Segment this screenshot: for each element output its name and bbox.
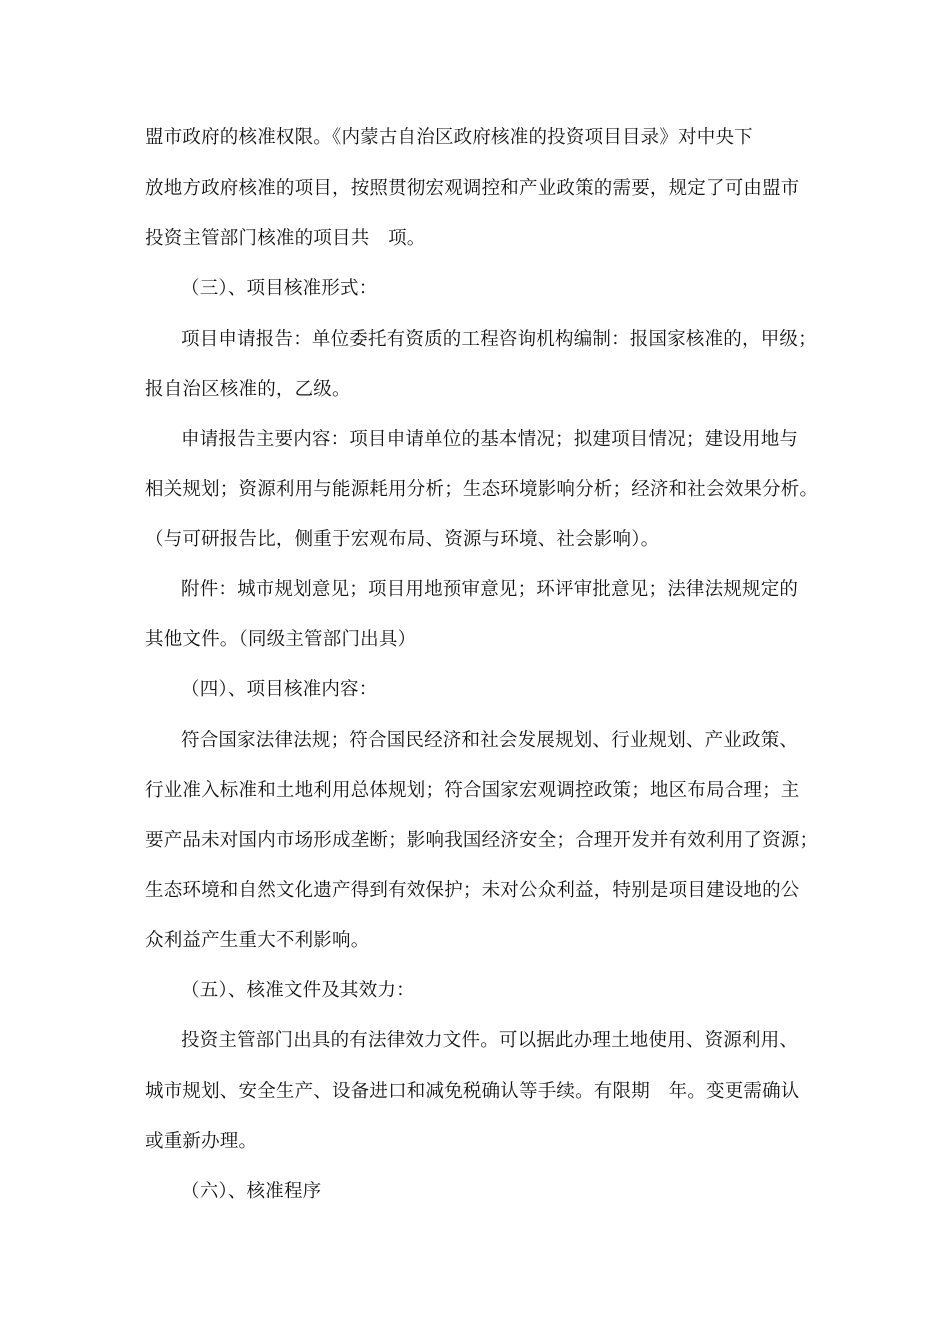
body-text-line: 申请报告主要内容：项目申请单位的基本情况；拟建项目情况；建设用地与	[181, 429, 799, 450]
body-text-line: 盟市政府的核准权限。《内蒙古自治区政府核准的投资项目目录》对中央下	[145, 127, 753, 148]
body-text-line: 行业准入标准和土地利用总体规划；符合国家宏观调控政策；地区布局合理；主	[145, 780, 800, 801]
body-text-line: 要产品未对国内市场形成垄断；影响我国经济安全；合理开发并有效利用了资源；	[145, 830, 819, 851]
body-text-line: 项目申请报告：单位委托有资质的工程咨询机构编制：报国家核准的，甲级；	[181, 329, 817, 350]
body-text-line: 放地方政府核准的项目，按照贯彻宏观调控和产业政策的需要，规定了可由盟市	[145, 178, 800, 199]
body-text-line: 附件：城市规划意见；项目用地预审意见；环评审批意见；法律法规规定的	[181, 579, 799, 600]
section-heading-3: （三）、项目核准形式：	[181, 278, 378, 299]
body-text-line: 其他文件。（同级主管部门出具）	[145, 629, 417, 650]
body-text-line: 生态环境和自然文化遗产得到有效保护；未对公众利益，特别是项目建设地的公	[145, 880, 800, 901]
body-text-line: 投资主管部门核准的项目共 项。	[145, 228, 426, 249]
body-text-line: 投资主管部门出具的有法律效力文件。可以据此办理土地使用、资源利用、	[181, 1030, 799, 1051]
section-heading-6: （六）、核准程序	[181, 1181, 322, 1202]
body-text-line: 报自治区核准的，乙级。	[145, 379, 351, 400]
section-heading-5: （五）、核准文件及其效力：	[181, 980, 415, 1001]
body-text-line: 或重新办理。	[145, 1131, 258, 1152]
body-text-line: 相关规划；资源利用与能源耗用分析；生态环境影响分析；经济和社会效果分析。	[145, 479, 819, 500]
section-heading-4: （四）、项目核准内容：	[181, 679, 378, 700]
body-text-line: （与可研报告比，侧重于宏观布局、资源与环境、社会影响）。	[145, 529, 660, 550]
body-text-line: 符合国家法律法规；符合国民经济和社会发展规划、行业规划、产业政策、	[181, 730, 799, 751]
body-text-line: 城市规划、安全生产、设备进口和减免税确认等手续。有限期 年。变更需确认	[145, 1081, 800, 1102]
body-text-line: 众利益产生重大不利影响。	[145, 930, 370, 951]
